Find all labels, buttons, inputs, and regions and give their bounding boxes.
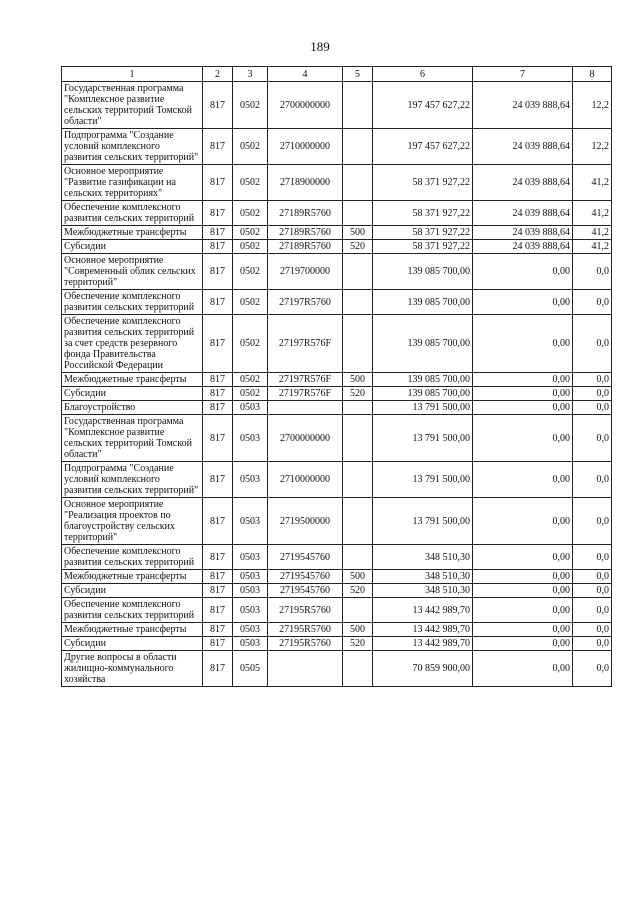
target-article-cell [268,651,343,687]
expense-type-cell [343,165,373,201]
target-article-cell: 27195R5760 [268,637,343,651]
plan-amount-cell: 139 085 700,00 [373,373,473,387]
percent-cell: 41,2 [573,226,612,240]
plan-amount-cell: 13 791 500,00 [373,498,473,545]
expense-type-cell [343,201,373,226]
target-article-cell: 2710000000 [268,462,343,498]
row-name-cell: Подпрограмма "Создание условий комплексного развития сельских территорий" [62,129,203,165]
column-header: 2 [203,67,233,82]
column-header: 1 [62,67,203,82]
expense-type-cell [343,462,373,498]
target-article-cell: 2700000000 [268,415,343,462]
percent-cell: 0,0 [573,387,612,401]
target-article-cell: 27195R5760 [268,623,343,637]
executed-amount-cell: 0,00 [473,651,573,687]
admin-code-cell: 817 [203,584,233,598]
row-name-cell: Другие вопросы в области жилищно-коммунального хозяйства [62,651,203,687]
plan-amount-cell: 13 791 500,00 [373,462,473,498]
section-cell: 0503 [233,584,268,598]
expense-type-cell [343,82,373,129]
percent-cell: 0,0 [573,290,612,315]
target-article-cell: 27189R5760 [268,240,343,254]
plan-amount-cell: 139 085 700,00 [373,315,473,373]
section-cell: 0503 [233,462,268,498]
column-header: 7 [473,67,573,82]
header-row [62,67,612,82]
table-row [62,623,612,637]
admin-code-cell: 817 [203,570,233,584]
expense-type-cell [343,545,373,570]
section-cell: 0502 [233,165,268,201]
expense-type-cell: 520 [343,240,373,254]
executed-amount-cell: 0,00 [473,623,573,637]
section-cell: 0502 [233,240,268,254]
expense-type-cell [343,598,373,623]
section-cell: 0503 [233,570,268,584]
expense-type-cell: 500 [343,570,373,584]
percent-cell: 0,0 [573,401,612,415]
table-row [62,584,612,598]
admin-code-cell: 817 [203,226,233,240]
expense-type-cell [343,129,373,165]
table-row [62,226,612,240]
percent-cell: 0,0 [573,584,612,598]
percent-cell: 0,0 [573,254,612,290]
admin-code-cell: 817 [203,254,233,290]
admin-code-cell: 817 [203,129,233,165]
target-article-cell: 2719500000 [268,498,343,545]
expense-type-cell [343,290,373,315]
row-name-cell: Государственная программа "Комплексное развитие сельских территорий Томской области" [62,415,203,462]
percent-cell: 12,2 [573,82,612,129]
expense-type-cell: 520 [343,637,373,651]
section-cell: 0503 [233,623,268,637]
admin-code-cell: 817 [203,401,233,415]
percent-cell: 0,0 [573,637,612,651]
executed-amount-cell: 0,00 [473,315,573,373]
plan-amount-cell: 13 791 500,00 [373,401,473,415]
expense-type-cell: 500 [343,623,373,637]
plan-amount-cell: 197 457 627,22 [373,129,473,165]
row-name-cell: Субсидии [62,584,203,598]
section-cell: 0502 [233,82,268,129]
row-name-cell: Межбюджетные трансферты [62,570,203,584]
column-header: 4 [268,67,343,82]
row-name-cell: Субсидии [62,637,203,651]
percent-cell: 0,0 [573,415,612,462]
table-row [62,82,612,129]
target-article-cell: 27189R5760 [268,226,343,240]
row-name-cell: Основное мероприятие "Современный облик сельских территорий" [62,254,203,290]
target-article-cell: 27197R576F [268,315,343,373]
target-article-cell: 27197R576F [268,387,343,401]
admin-code-cell: 817 [203,165,233,201]
row-name-cell: Обеспечение комплексного развития сельских территорий [62,545,203,570]
table-row [62,373,612,387]
executed-amount-cell: 24 039 888,64 [473,226,573,240]
executed-amount-cell: 24 039 888,64 [473,240,573,254]
executed-amount-cell: 0,00 [473,415,573,462]
percent-cell: 0,0 [573,315,612,373]
table-row [62,315,612,373]
table-row [62,415,612,462]
row-name-cell: Обеспечение комплексного развития сельских территорий [62,201,203,226]
budget-table [61,66,612,687]
plan-amount-cell: 13 442 989,70 [373,598,473,623]
target-article-cell: 27197R576F [268,373,343,387]
expense-type-cell [343,498,373,545]
plan-amount-cell: 348 510,30 [373,570,473,584]
executed-amount-cell: 24 039 888,64 [473,165,573,201]
executed-amount-cell: 24 039 888,64 [473,129,573,165]
row-name-cell: Обеспечение комплексного развития сельских территорий [62,290,203,315]
admin-code-cell: 817 [203,290,233,315]
admin-code-cell: 817 [203,598,233,623]
percent-cell: 0,0 [573,623,612,637]
column-header: 3 [233,67,268,82]
expense-type-cell: 500 [343,226,373,240]
plan-amount-cell: 58 371 927,22 [373,201,473,226]
admin-code-cell: 817 [203,315,233,373]
executed-amount-cell: 0,00 [473,290,573,315]
table-row [62,598,612,623]
row-name-cell: Межбюджетные трансферты [62,623,203,637]
expense-type-cell [343,401,373,415]
admin-code-cell: 817 [203,373,233,387]
expense-type-cell: 520 [343,584,373,598]
target-article-cell: 2718900000 [268,165,343,201]
table-row [62,651,612,687]
plan-amount-cell: 13 442 989,70 [373,637,473,651]
plan-amount-cell: 58 371 927,22 [373,165,473,201]
section-cell: 0502 [233,129,268,165]
section-cell: 0503 [233,401,268,415]
percent-cell: 0,0 [573,462,612,498]
table-row [62,129,612,165]
table-row [62,462,612,498]
admin-code-cell: 817 [203,623,233,637]
target-article-cell: 2710000000 [268,129,343,165]
table-row [62,290,612,315]
executed-amount-cell: 0,00 [473,637,573,651]
row-name-cell: Обеспечение комплексного развития сельских территорий за счет средств резервного фонда Правительства Российской Федерации [62,315,203,373]
section-cell: 0502 [233,387,268,401]
section-cell: 0503 [233,498,268,545]
executed-amount-cell: 0,00 [473,462,573,498]
section-cell: 0502 [233,254,268,290]
executed-amount-cell: 0,00 [473,570,573,584]
admin-code-cell: 817 [203,637,233,651]
page-number: 189 [310,39,330,54]
percent-cell: 0,0 [573,498,612,545]
executed-amount-cell: 24 039 888,64 [473,201,573,226]
percent-cell: 41,2 [573,240,612,254]
section-cell: 0502 [233,373,268,387]
admin-code-cell: 817 [203,545,233,570]
executed-amount-cell: 0,00 [473,598,573,623]
section-cell: 0502 [233,226,268,240]
percent-cell: 0,0 [573,570,612,584]
plan-amount-cell: 13 442 989,70 [373,623,473,637]
admin-code-cell: 817 [203,240,233,254]
admin-code-cell: 817 [203,462,233,498]
section-cell: 0503 [233,415,268,462]
executed-amount-cell: 0,00 [473,498,573,545]
section-cell: 0503 [233,545,268,570]
section-cell: 0502 [233,201,268,226]
plan-amount-cell: 348 510,30 [373,584,473,598]
admin-code-cell: 817 [203,387,233,401]
table-row [62,254,612,290]
executed-amount-cell: 0,00 [473,401,573,415]
percent-cell: 0,0 [573,545,612,570]
executed-amount-cell: 0,00 [473,545,573,570]
table-row [62,201,612,226]
table-row [62,637,612,651]
row-name-cell: Субсидии [62,387,203,401]
row-name-cell: Межбюджетные трансферты [62,373,203,387]
percent-cell: 12,2 [573,129,612,165]
row-name-cell: Подпрограмма "Создание условий комплексного развития сельских территорий" [62,462,203,498]
executed-amount-cell: 0,00 [473,254,573,290]
admin-code-cell: 817 [203,651,233,687]
plan-amount-cell: 139 085 700,00 [373,290,473,315]
target-article-cell: 2719545760 [268,545,343,570]
row-name-cell: Основное мероприятие "Реализация проектов по благоустройству сельских территорий" [62,498,203,545]
expense-type-cell [343,254,373,290]
table-row [62,545,612,570]
target-article-cell: 2700000000 [268,82,343,129]
row-name-cell: Основное мероприятие "Развитие газификации на сельских территориях" [62,165,203,201]
section-cell: 0502 [233,315,268,373]
table-row [62,570,612,584]
section-cell: 0503 [233,598,268,623]
section-cell: 0502 [233,290,268,315]
row-name-cell: Обеспечение комплексного развития сельских территорий [62,598,203,623]
table-row [62,401,612,415]
expense-type-cell [343,415,373,462]
column-header: 8 [573,67,612,82]
plan-amount-cell: 139 085 700,00 [373,254,473,290]
row-name-cell: Субсидии [62,240,203,254]
executed-amount-cell: 0,00 [473,584,573,598]
admin-code-cell: 817 [203,82,233,129]
plan-amount-cell: 70 859 900,00 [373,651,473,687]
percent-cell: 0,0 [573,598,612,623]
admin-code-cell: 817 [203,201,233,226]
plan-amount-cell: 58 371 927,22 [373,226,473,240]
target-article-cell [268,401,343,415]
target-article-cell: 2719545760 [268,584,343,598]
table-row [62,165,612,201]
executed-amount-cell: 0,00 [473,387,573,401]
target-article-cell: 27197R5760 [268,290,343,315]
plan-amount-cell: 58 371 927,22 [373,240,473,254]
section-cell: 0505 [233,651,268,687]
percent-cell: 41,2 [573,201,612,226]
section-cell: 0503 [233,637,268,651]
target-article-cell: 27195R5760 [268,598,343,623]
plan-amount-cell: 13 791 500,00 [373,415,473,462]
target-article-cell: 27189R5760 [268,201,343,226]
table-row [62,240,612,254]
target-article-cell: 2719545760 [268,570,343,584]
plan-amount-cell: 197 457 627,22 [373,82,473,129]
admin-code-cell: 817 [203,498,233,545]
expense-type-cell [343,315,373,373]
expense-type-cell: 500 [343,373,373,387]
percent-cell: 0,0 [573,651,612,687]
executed-amount-cell: 0,00 [473,373,573,387]
target-article-cell: 2719700000 [268,254,343,290]
percent-cell: 0,0 [573,373,612,387]
executed-amount-cell: 24 039 888,64 [473,82,573,129]
admin-code-cell: 817 [203,415,233,462]
row-name-cell: Благоустройство [62,401,203,415]
expense-type-cell: 520 [343,387,373,401]
plan-amount-cell: 348 510,30 [373,545,473,570]
table-row [62,498,612,545]
column-header: 5 [343,67,373,82]
percent-cell: 41,2 [573,165,612,201]
column-header: 6 [373,67,473,82]
row-name-cell: Государственная программа "Комплексное развитие сельских территорий Томской области" [62,82,203,129]
row-name-cell: Межбюджетные трансферты [62,226,203,240]
table-row [62,387,612,401]
expense-type-cell [343,651,373,687]
plan-amount-cell: 139 085 700,00 [373,387,473,401]
